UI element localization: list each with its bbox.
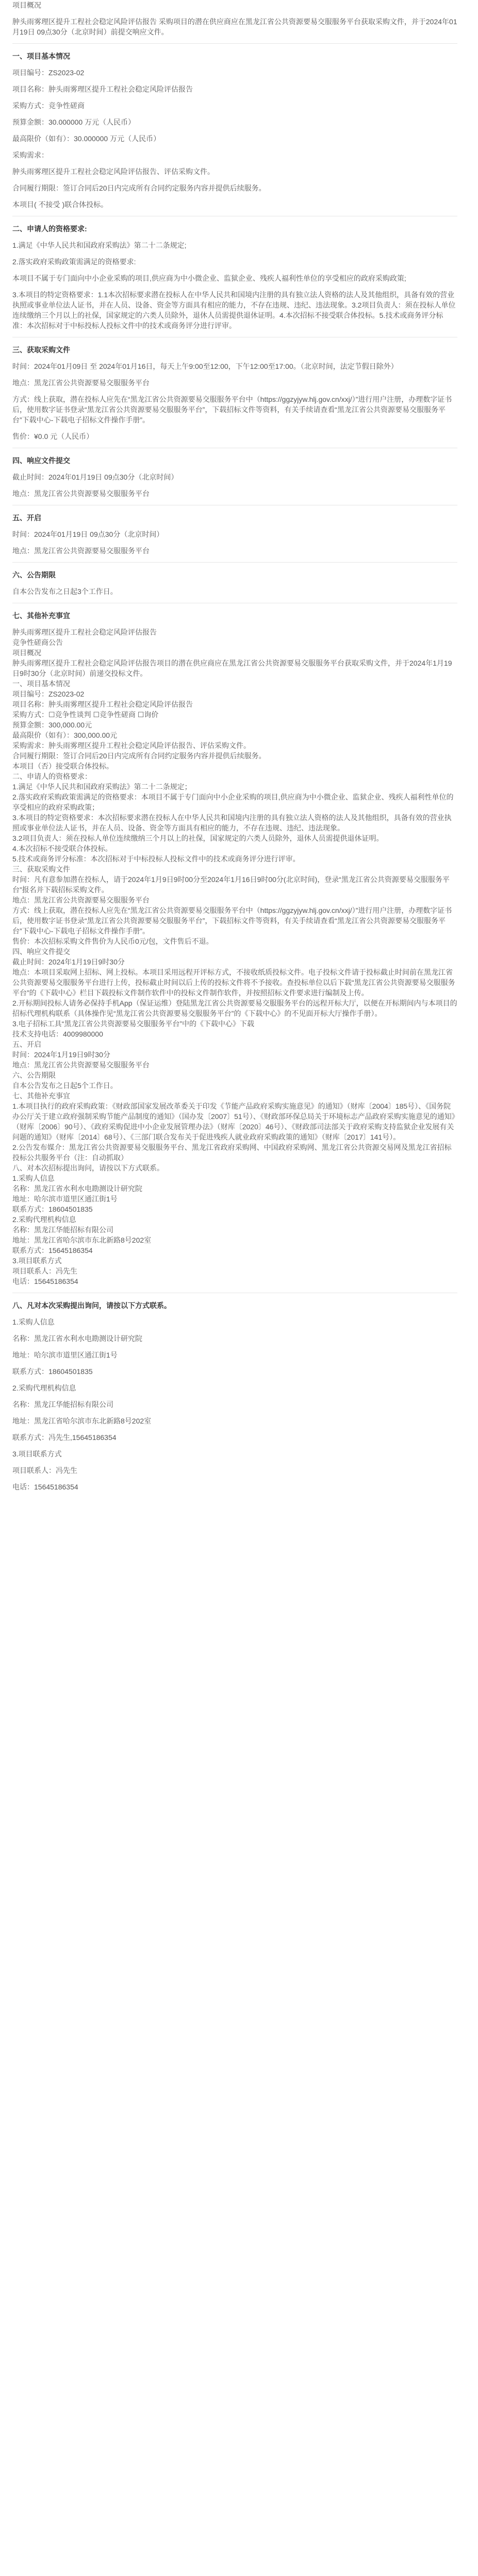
paragraph: 3.本项目的特定资格要求：1.1本次招标要求潜在投标人在中华人民共和国境内注册的具有独立法人资格的法人及其他组织，具备有效的营业执照或事业单位法人证书，并在人员、设备、资金等方面具有相应的能力，不存在违规、违纪、违法现象。3.2项目负责人：须在投标人单位连续缴纳三个月以上的社保，国家规定的六类人员除外，退休人员需提供退休证明。4.本次招标不接受联合体投标。5.技术或商务评分标准：本次招标对于中标投标人投标文件中的技术或商务评分进行评审。 — [12, 291, 456, 330]
section-heading: 二、申请人的资格要求: — [12, 225, 87, 233]
paragraph: 肿头雨雾理区提升工程社会稳定风险评估报告 竞争性磋商公告 项目概况 肿头雨雾理区提升工程社会稳定风险评估报告项目的潜在供应商应在黑龙江省公共资源要易交服服务平台获取采购文件，并于2024年1月19日9时30分（北京时间）前递交投标文件。 一、项目基本情况 项目编号：ZS2023-02 项目名称：肿头雨雾理区提升工程社会稳定风险评估报告 采购方式：☐竞争性谈判 ☐竞争性磋商 ☐询价 预算金额：300,000.00元 最高限价（如有）：300,000.00元 采购需求：肿头雨雾理区提升工程社会稳定风险评估报告、评估采购文件。 合同履行期限：签订合同后20日内完成所有合同约定服务内容并提供后续服务。 本项目（否）接受联合体投标。 二、申请人的资格要求： 1.满足《中华人民共和国政府采购法》第二十二条规定； 2.落实政府采购政策需满足的资格要求：本项目不属于专门面向中小企业采购的项目,供应商为中小微企业、监狱企业、残疾人福利性单位的享受相应的政府采购政策； 3.本项目的特定资格要求：本次招标要求潜在投标人在中华人民共和国境内注册的具有独立法人资格的法人及其他组织，具备有效的营业执照或事业单位法人证书，并在人员、设备、资金等方面具有相应的能力，不存在违规、违纪、违法现象。 3.2项目负责人：须在投标人单位连续缴纳三个月以上的社保，国家规定的六类人员除外，退休人员需提供退休证明。 4.本次招标不接受联合体投标。 5.技术或商务评分标准：本次招标对于中标投标人投标文件中的技术或商务评分进行评审。 三、获取采购文件 时间：凡有意参加潜在投标人，请于2024年1月9日9时00分至2024年1月16日9时00分(北京时间)，登录“黑龙江省公共资源要易交服服务平台”报名并下载招标采购文件。 地点：黑龙江省公共资源要易交服服务平台 方式：线上获取，潜在投标人应先在“黑龙江省公共资源要易交服服务平台中（https://ggzyjyw.hlj.gov.cn/xxj/）”进行用户注册，办理数字证书后，使用数字证书登录“黑龙江省公共资源要易交服服务平台”，下载招标文件等资料，有关手续请查看“黑龙江省公共资源要易交服服务平台”下载中心-下载电子招标文件操作手册”。 售价：本次招标采购文件售价为人民币0元/包，文件售后不退。 四、响应文件提交 截止时间：2024年1月19日9时30分 地点：本项目采取网上招标、网上投标。本项目采用远程开评标方式，不接收纸质投标文件。电子投标文件请于投标截止时间前在黑龙江省公共资源要易交服服务平台进行上传，投标截止时间以后上传的投标文件将不予接收。查投标单位以后下载“黑龙江省公共资源要易交服服务平台”的《下载中心》栏目下载投标文件制作软件中的投标文件制作软件，并按照招标文件要求进行编制及上传。 2.开标期间投标人请务必保持手机App（保证运维）登陆黑龙江省公共资源要易交服服务平台的远程开标大厅，以便在开标期间内与本项目的招标代理机构联系（具体操作见“黑龙江省公共资源要易交服服务平台”的《下载中心》的不见面开标大厅操作手册）。 3.电子招标工具“黑龙江省公共资源要易交服服务平台”中的《下载中心》下载 技术支持电话：4009980000 五、开启 时间：2024年1月19日9时30分 地点：黑龙江省公共资源要易交服服务平台 六、公告期限 自本公告发布之日起5个工作日。 七、其他补充事宜 1.本项目执行的政府采购政策：《财政部国家发展改革委关于印发《节能产品政府采购实施意见》的通知》（财库〔2004〕185号）、《国务院办公厅关于建立政府强制采购节能产品制度的通知》（国办发〔2007〕51号）、《财政部环保总局关于环境标志产品政府采购实施意见的通知》（财库〔2006〕90号）、《政府采购促进中小企业发展管理办法》（财库〔2020〕46号）、《财政部司法部关于政府采购支持监狱企业发展有关问题的通知》（财库〔2014〕68号）、《三部门联合发布关于促进残疾人就业政府采购政策的通知》（财库〔2017〕141号）。 2.公告发布媒介：黑龙江省公共资源要易交服服务平台、黑龙江省政府采购网、中国政府采购网、黑龙江省公共资源交易网及黑龙江省招标投标公共服务平台（注：自动抓取） 八、对本次招标提出询问，请按以下方式联系。 1.采购人信息 名称：黑龙江省水利水电勘测设计研究院 地址：哈尔滨市道里区通江街1号 联系方式：18604501835 2.采购代理机构信息 名称：黑龙江华能招标有限公司 地址：黑龙江省哈尔滨市东北新路8号202室 联系方式：15645186354 3.项目联系方式 项目联系人：冯先生 电话：15645186354 — [12, 628, 457, 1285]
paragraph: 采购需求： — [12, 151, 48, 159]
paragraph: 自本公告发布之日起3个工作日。 — [12, 587, 118, 596]
paragraph: 项目概况 — [12, 1, 41, 9]
paragraph: 肿头雨雾理区提升工程社会稳定风险评估报告 采购项目的潜在供应商应在黑龙江省公共资源要易交服服务平台获取采购文件，并于2024年01月19日 09点30分（北京时间）前提交响应文件。 — [12, 18, 457, 36]
paragraph: 名称：黑龙江省水利水电勘测设计研究院 — [12, 1334, 142, 1343]
section-heading: 八、凡对本次采购提出询问，请按以下方式联系。 — [12, 1301, 171, 1310]
section-heading: 七、其他补充事宜 — [12, 612, 70, 620]
paragraph: 名称：黑龙江华能招标有限公司 — [12, 1400, 113, 1409]
paragraph: 2.落实政府采购政策需满足的资格要求: — [12, 258, 136, 266]
paragraph: 地点：黑龙江省公共资源要易交服服务平台 — [12, 547, 150, 555]
paragraph: 本项目( 不接受 )联合体投标。 — [12, 200, 108, 209]
section-heading: 四、响应文件提交 — [12, 456, 70, 465]
section-heading: 三、获取采购文件 — [12, 346, 70, 354]
paragraph: 项目名称：肿头雨雾理区提升工程社会稳定风险评估报告 — [12, 85, 193, 93]
paragraph: 预算金额：30.000000 万元（人民币） — [12, 118, 136, 126]
paragraph: 联系方式：冯先生,15645186354 — [12, 1433, 117, 1442]
paragraph: 1.满足《中华人民共和国政府采购法》第二十二条规定; — [12, 241, 187, 249]
paragraph: 采购方式：竞争性磋商 — [12, 101, 85, 110]
paragraph: 项目编号：ZS2023-02 — [12, 69, 85, 77]
paragraph: 项目联系人：冯先生 — [12, 1466, 77, 1475]
section-heading: 五、开启 — [12, 514, 41, 522]
paragraph: 合同履行期限：签订合同后20日内完成所有合同约定服务内容并提供后续服务。 — [12, 184, 266, 192]
paragraph: 本项目不属于专门面向中小企业采购的项目,供应商为中小微企业、监狱企业、残疾人福利性单位的享受相应的政府采购政策; — [12, 274, 406, 282]
section-heading: 一、项目基本情况 — [12, 52, 70, 60]
paragraph: 地点：黑龙江省公共资源要易交服服务平台 — [12, 489, 150, 498]
paragraph: 时间：2024年01月09日 至 2024年01月16日，每天上午9:00至12:00，下午12:00至17:00。（北京时间，法定节假日除外） — [12, 362, 398, 370]
paragraph: 2.采购代理机构信息 — [12, 1384, 76, 1392]
paragraph: 截止时间：2024年01月19日 09点30分（北京时间） — [12, 473, 178, 481]
paragraph: 地点：黑龙江省公共资源要易交服服务平台 — [12, 379, 150, 387]
paragraph: 最高限价（如有）：30.000000 万元（人民币） — [12, 134, 161, 143]
paragraph: 售价：¥0.0 元（人民币） — [12, 432, 94, 440]
section-heading: 六、公告期限 — [12, 571, 56, 579]
paragraph: 电话：15645186354 — [12, 1483, 78, 1491]
paragraph: 联系方式：18604501835 — [12, 1367, 93, 1376]
paragraph: 肿头雨雾理区提升工程社会稳定风险评估报告、评估采购文件。 — [12, 167, 215, 176]
paragraph: 方式：线上获取，潜在投标人应先在“黑龙江省公共资源要易交服服务平台中（https://ggzyjyw.hlj.gov.cn/xxj/）”进行用户注册，办理数字证书后，使用数字证书登录“黑龙江省公共资源要易交服服务平台”，下载招标文件等资料，有关手续请查看“黑龙江省公共资源要易交服服务平台”下载中心-下载电子招标文件操作手册”。 — [12, 395, 452, 424]
paragraph: 时间：2024年01月19日 09点30分（北京时间） — [12, 530, 164, 538]
section-divider — [12, 43, 457, 44]
paragraph: 地址：哈尔滨市道里区通江街1号 — [12, 1351, 118, 1359]
paragraph: 地址：黑龙江省哈尔滨市东北新路8号202室 — [12, 1417, 152, 1425]
section-divider — [12, 562, 457, 563]
paragraph: 1.采购人信息 — [12, 1318, 55, 1326]
paragraph: 3.项目联系方式 — [12, 1450, 62, 1458]
